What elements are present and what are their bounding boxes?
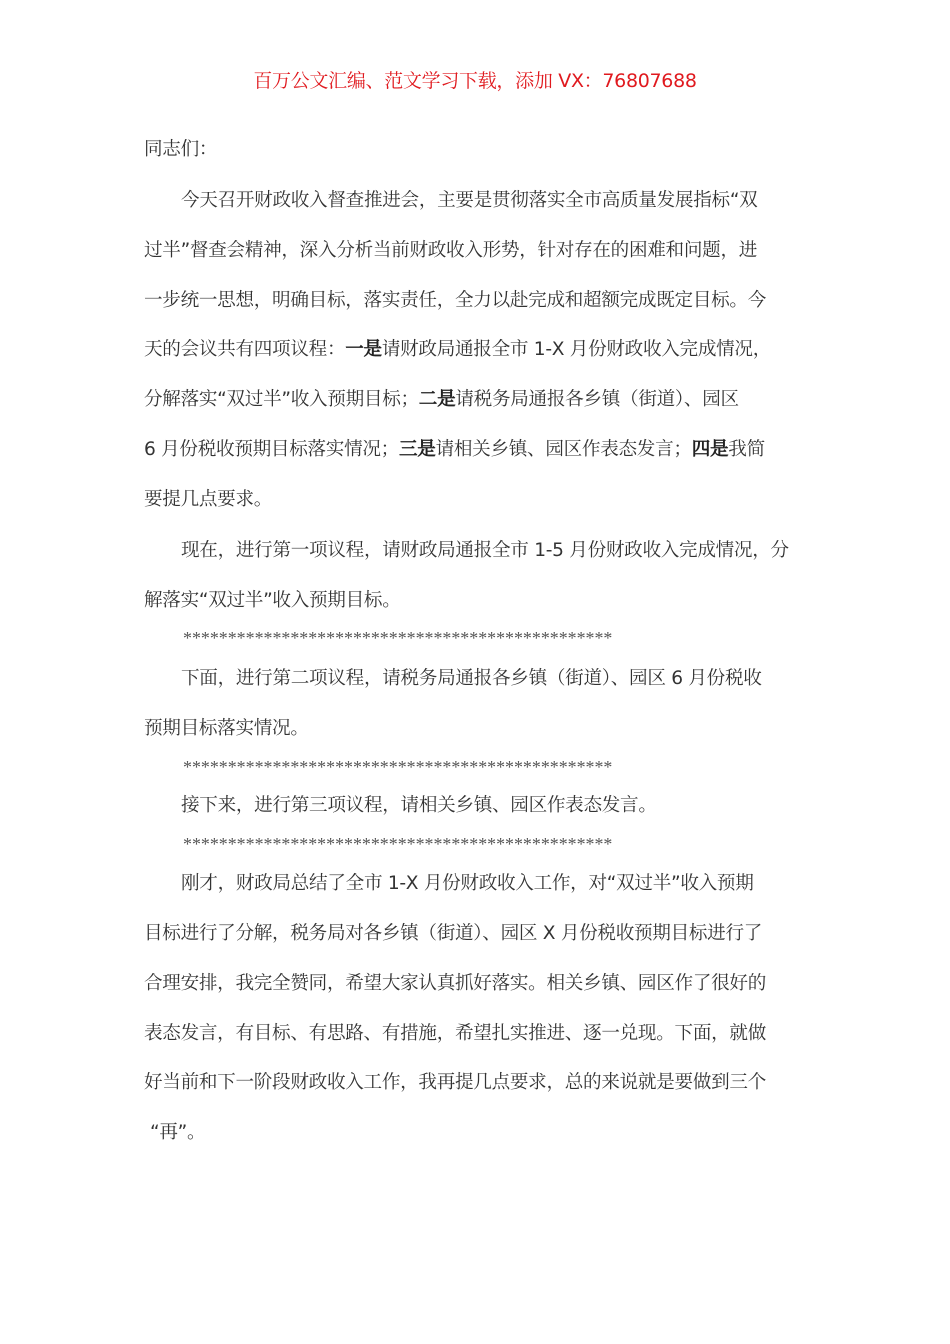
watermark-header: 百万公文汇编、范文学习下载，添加 VX：76807688 [253, 70, 697, 92]
text: 请相关乡镇、园区作表态发言； [435, 439, 692, 460]
paragraph-line: 解落实“双过半”收入预期目标。 [144, 590, 401, 611]
bold-text: 四是 [691, 439, 729, 460]
paragraph-line: 预期目标落实情况。 [144, 718, 309, 739]
paragraph-line: 合理安排，我完全赞同，希望大家认真抓好落实。相关乡镇、园区作了很好的 [144, 973, 766, 994]
paragraph-line [144, 438, 765, 462]
paragraph-line: “再”。 [150, 1122, 206, 1143]
text: 分解落实“双过半”收入预期目标； [144, 389, 419, 410]
text: 天的会议共有四项议程： [144, 339, 346, 360]
text: 请财政局通报全市 1-X 月份财政收入完成情况， [381, 339, 772, 360]
bold-text: 三是 [398, 439, 436, 460]
text: 6 月份税收预期目标落实情况； [144, 439, 399, 460]
paragraph-line: 一步统一思想，明确目标，落实责任，全力以赴完成和超额完成既定目标。今 [144, 290, 766, 311]
paragraph-line: 刚才，财政局总结了全市 1-X 月份财政收入工作，对“双过半”收入预期 [181, 873, 754, 894]
bold-text: 二是 [418, 389, 456, 410]
paragraph-line: 接下来，进行第三项议程，请相关乡镇、园区作表态发言。 [181, 795, 657, 816]
text: 请税务局通报各乡镇（街道）、园区 [455, 389, 739, 410]
greeting: 同志们： [144, 139, 218, 160]
paragraph-line: 现在，进行第一项议程，请财政局通报全市 1-5 月份财政收入完成情况，分 [181, 540, 789, 561]
text: 我简 [728, 439, 765, 460]
paragraph-line: 好当前和下一阶段财政收入工作，我再提几点要求，总的来说就是要做到三个 [144, 1072, 766, 1093]
paragraph-line [144, 388, 739, 412]
separator: ************************************************ [183, 757, 613, 777]
paragraph-line: 目标进行了分解，税务局对各乡镇（街道）、园区 X 月份税收预期目标进行了 [144, 923, 763, 944]
paragraph-line: 今天召开财政收入督查推进会，主要是贯彻落实全市高质量发展指标“双 [181, 190, 758, 211]
bold-text: 一是 [345, 339, 382, 360]
paragraph-line: 要提几点要求。 [144, 489, 273, 510]
paragraph-line: 下面，进行第二项议程，请税务局通报各乡镇（街道）、园区 6 月份税收 [181, 668, 762, 689]
separator: ************************************************ [183, 834, 613, 854]
paragraph-line [144, 338, 771, 362]
separator: ************************************************ [183, 628, 613, 648]
paragraph-line: 过半”督查会精神，深入分析当前财政收入形势，针对存在的困难和问题，进 [144, 240, 758, 261]
paragraph-line: 表态发言，有目标、有思路、有措施，希望扎实推进、逐一兑现。下面，就做 [144, 1023, 766, 1044]
